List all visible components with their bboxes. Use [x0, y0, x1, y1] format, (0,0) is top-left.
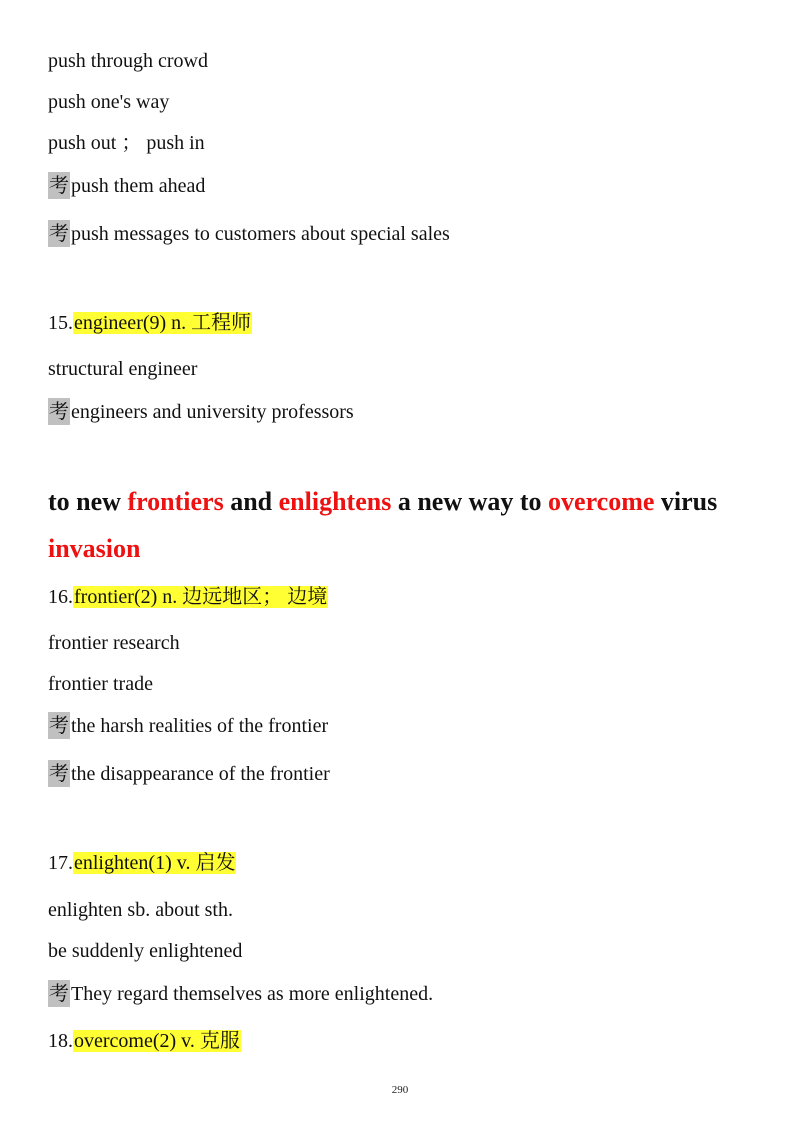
entry-number: 17.	[48, 852, 73, 874]
phrase-line: push through crowd	[48, 50, 208, 72]
phrase-line: push out ； push in	[48, 132, 205, 154]
exam-marker: 考	[49, 221, 69, 245]
vocab-entry-17	[48, 850, 236, 876]
entry-term: engineer(9) n. 工程师	[74, 312, 252, 334]
page-number: 290	[391, 1084, 409, 1096]
exam-marker: 考	[49, 399, 69, 423]
highlight-word: frontiers	[127, 487, 224, 516]
key-sentence	[48, 485, 717, 519]
exam-example-line	[48, 220, 450, 247]
sentence-text: to new	[48, 487, 128, 516]
exam-example-line	[48, 172, 205, 199]
entry-term: frontier(2) n. 边远地区； 边境	[74, 586, 328, 608]
sentence-text: virus	[654, 487, 718, 516]
exam-example-text: push messages to customers about special sales	[71, 223, 450, 245]
vocab-entry-18	[48, 1028, 241, 1054]
exam-example-text: They regard themselves as more enlightened.	[71, 983, 434, 1005]
exam-marker: 考	[49, 761, 69, 785]
highlight-word: enlightens	[278, 487, 392, 516]
entry-term: enlighten(1) v. 启发	[74, 852, 236, 874]
exam-example-line	[48, 980, 433, 1007]
phrase-line: frontier trade	[48, 673, 153, 695]
exam-example-text: the disappearance of the frontier	[71, 763, 330, 785]
entry-term: overcome(2) v. 克服	[74, 1030, 240, 1052]
entry-number: 16.	[48, 586, 73, 608]
exam-marker: 考	[49, 713, 69, 737]
exam-example-text: engineers and university professors	[71, 401, 354, 423]
vocab-entry-15	[48, 310, 252, 336]
phrase-line: push one's way	[48, 91, 170, 113]
exam-marker: 考	[49, 981, 69, 1005]
exam-example-text: the harsh realities of the frontier	[71, 715, 329, 737]
phrase-line: structural engineer	[48, 358, 198, 380]
exam-marker: 考	[49, 173, 69, 197]
exam-example-line	[48, 398, 354, 425]
highlight-word: invasion	[48, 534, 141, 563]
phrase-line: be suddenly enlightened	[48, 940, 243, 962]
highlight-word: overcome	[548, 487, 655, 516]
entry-number: 18.	[48, 1030, 73, 1052]
phrase-line: enlighten sb. about sth.	[48, 899, 233, 921]
exam-example-line	[48, 712, 328, 739]
sentence-text: and	[223, 487, 279, 516]
phrase-line: frontier research	[48, 632, 180, 654]
entry-number: 15.	[48, 312, 73, 334]
exam-example-line	[48, 760, 330, 787]
key-sentence-continued	[48, 532, 141, 566]
sentence-text: a new way to	[391, 487, 549, 516]
vocab-entry-16	[48, 584, 328, 610]
exam-example-text: push them ahead	[71, 175, 206, 197]
